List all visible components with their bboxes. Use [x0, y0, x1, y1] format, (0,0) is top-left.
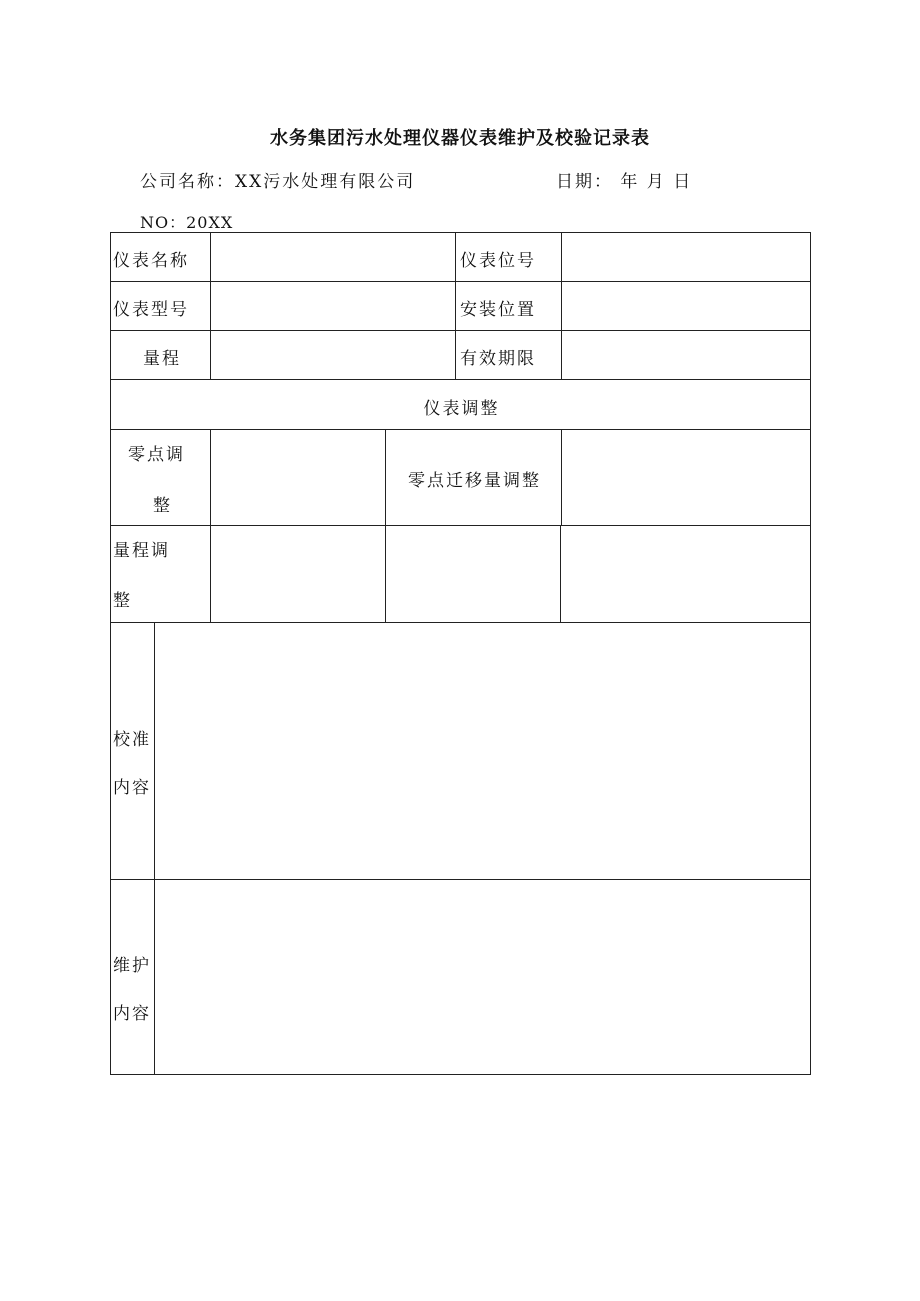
company-name-line	[140, 167, 415, 192]
date-label: 日期：	[556, 172, 613, 192]
install-location-cell	[455, 281, 562, 331]
calibration-label-line1: 校准	[113, 730, 151, 750]
range-adjust-label-line2: 整	[113, 591, 132, 611]
maintenance-content-cell	[110, 879, 155, 1075]
instrument-tag-cell	[455, 232, 562, 282]
install-location-field[interactable]	[561, 281, 811, 331]
instrument-model-field[interactable]	[210, 281, 456, 331]
validity-period-cell	[455, 330, 562, 380]
zero-adjust-cell	[110, 429, 211, 526]
adjust-section-label: 仪表调整	[423, 399, 500, 419]
maintenance-label-line2: 内容	[113, 1004, 151, 1024]
maintenance-content-field[interactable]	[154, 879, 811, 1075]
range-cell	[110, 330, 211, 380]
zero-shift-adjust-field[interactable]	[561, 429, 811, 526]
calibration-label-line2: 内容	[113, 778, 151, 798]
range-adjust-cell	[110, 525, 211, 623]
range-label: 量程	[143, 349, 181, 369]
calibration-content-field[interactable]	[154, 622, 811, 880]
range-field[interactable]	[210, 330, 456, 380]
zero-adjust-field[interactable]	[210, 429, 386, 526]
date-fields: 年 月 日	[613, 172, 693, 192]
document-number: NO：20XX	[140, 213, 234, 232]
company-label: 公司名称：	[140, 172, 235, 192]
instrument-name-label: 仪表名称	[113, 251, 189, 271]
validity-period-label: 有效期限	[460, 349, 536, 369]
range-adjust-field-3[interactable]	[560, 525, 811, 623]
instrument-model-label: 仪表型号	[113, 300, 189, 320]
company-value: XX污水处理有限公司	[235, 172, 416, 192]
form-title: 水务集团污水处理仪器仪表维护及校验记录表	[270, 128, 650, 149]
instrument-tag-label: 仪表位号	[460, 251, 536, 271]
zero-adjust-label-line1: 零点调	[128, 445, 185, 465]
date-line	[556, 167, 692, 192]
range-adjust-field-1[interactable]	[210, 525, 386, 623]
range-adjust-field-2[interactable]	[385, 525, 561, 623]
calibration-content-cell	[110, 622, 155, 880]
zero-shift-adjust-label: 零点迁移量调整	[408, 471, 541, 491]
validity-period-field[interactable]	[561, 330, 811, 380]
instrument-name-cell	[110, 232, 211, 282]
instrument-name-field[interactable]	[210, 232, 456, 282]
instrument-tag-field[interactable]	[561, 232, 811, 282]
adjust-section-header	[110, 379, 811, 430]
instrument-model-cell	[110, 281, 211, 331]
zero-adjust-label-line2: 整	[153, 496, 172, 516]
record-table	[110, 232, 811, 1075]
maintenance-label-line1: 维护	[113, 956, 151, 976]
range-adjust-label-line1: 量程调	[113, 541, 170, 561]
install-location-label: 安装位置	[460, 300, 536, 320]
zero-shift-adjust-cell	[385, 429, 562, 526]
